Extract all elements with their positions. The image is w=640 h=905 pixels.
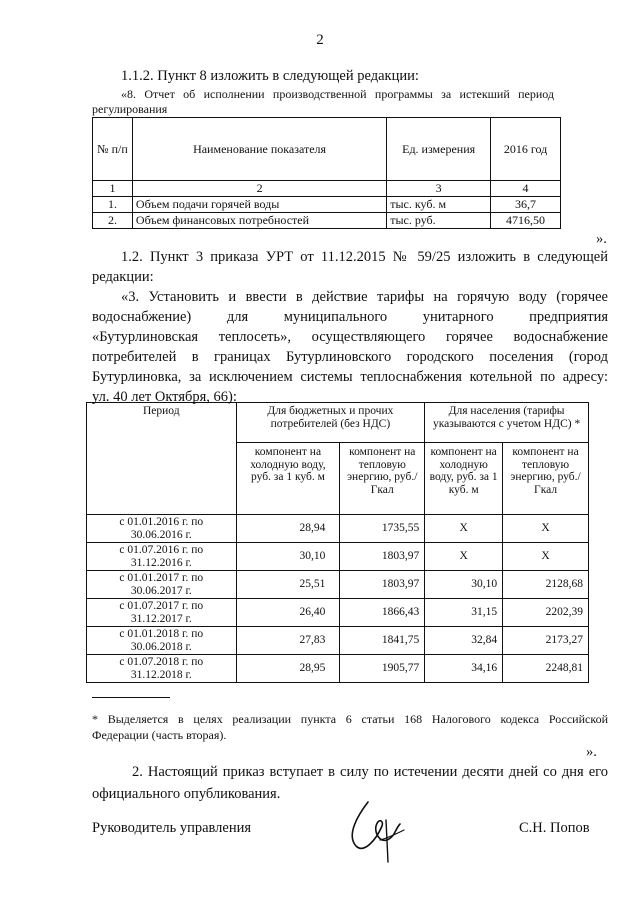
table-cell: X [503,515,589,543]
period-cell [87,571,237,599]
table-row [93,213,561,229]
period-end: 30.06.2018 г. [130,640,192,653]
header-unit: Ед. измерения [387,118,491,181]
subheader-thermal-energy-population: компонент на тепловую энергию, руб./Гкал [503,443,589,515]
table-cell: 3 [387,181,491,197]
production-report-table [92,117,561,229]
table-cell: Объем подачи горячей воды [132,197,386,213]
table-cell: 4716,50 [491,213,561,229]
closing-quote-2: ». [586,744,597,760]
signer-title: Руководитель управления [92,820,252,836]
table-cell: 2248,81 [503,655,589,683]
period-end: 30.06.2017 г. [130,584,192,597]
table-cell: 26,40 [236,599,340,627]
subheader-cold-water-population: компонент на холодную воду, руб. за 1 куб. м [425,443,503,515]
table-cell: тыс. руб. [387,213,491,229]
item-3-line6: ул. 40 лет Октября, 66): [92,389,237,405]
period-end: 30.06.2016 г. [130,528,192,541]
table-row [87,599,589,627]
item-8-line1: «8. Отчет об исполнении производственной программы за истекший период [121,87,554,101]
table-cell: 2. [93,213,133,229]
table-row [87,627,589,655]
table-cell: X [425,515,503,543]
tariff-table [86,402,589,683]
header-population: Для населения (тарифы указываются с учетом НДС) * [425,403,589,443]
signer-name: С.Н. Попов [519,820,590,836]
table-cell: Объем финансовых потребностей [132,213,386,229]
period-start: с 01.01.2016 г. по [119,516,204,528]
table-cell: 34,16 [425,655,503,683]
period-start: с 01.01.2017 г. по [119,572,204,584]
table-cell: 31,15 [425,599,503,627]
table-cell: 1 [93,181,133,197]
table-cell: 30,10 [236,543,340,571]
subheader-cold-water: компонент на холодную воду, руб. за 1 куб. м [236,443,340,515]
table-row [87,571,589,599]
table-row [93,197,561,213]
header-period: Период [87,403,237,515]
table-cell: 2173,27 [503,627,589,655]
footnote-line1: * Выделяется в целях реализации пункта 6 статьи 168 Налогового кодекса Российской [92,712,608,726]
period-start: с 01.07.2018 г. по [119,656,204,668]
table-header-row [87,403,589,443]
header-budget-consumers: Для бюджетных и прочих потребителей (без НДС) [236,403,425,443]
table-cell: 1905,77 [340,655,425,683]
table-cell: 25,51 [236,571,340,599]
period-cell [87,515,237,543]
table-row [87,515,589,543]
table-cell: 2128,68 [503,571,589,599]
table-cell: 30,10 [425,571,503,599]
period-end: 31.12.2016 г. [130,556,192,569]
period-cell [87,599,237,627]
signature-image [338,790,418,870]
footnote-line2: Федерации (часть вторая). [92,728,227,742]
period-cell [87,655,237,683]
item-2-line2: официального опубликования. [92,786,281,802]
table-cell: X [425,543,503,571]
table-cell: 1841,75 [340,627,425,655]
item-1-2-line1: 1.2. Пункт 3 приказа УРТ от 11.12.2015 № 59/25 изложить в следующей [121,249,608,265]
table-cell: 32,84 [425,627,503,655]
table-cell: 36,7 [491,197,561,213]
footnote-separator [92,697,170,698]
table-cell: 2202,39 [503,599,589,627]
table-cell: 28,95 [236,655,340,683]
item-1-2-line2: редакции: [92,269,154,285]
table-numbering-row [93,181,561,197]
closing-quote-1: ». [596,231,607,247]
header-number: № п/п [93,118,133,181]
item-3-line2: водоснабжение) для муниципального унитарного предприятия [92,309,608,325]
item-3-line4: потребителей в границах Бутурлиновского городского поселения (город [92,349,608,365]
period-start: с 01.07.2017 г. по [119,600,204,612]
period-cell [87,627,237,655]
table-header-row [93,118,561,181]
header-indicator: Наименование показателя [132,118,386,181]
table-cell: 28,94 [236,515,340,543]
period-cell [87,543,237,571]
table-cell: X [503,543,589,571]
table-cell: 1803,97 [340,571,425,599]
item-1-1-2: 1.1.2. Пункт 8 изложить в следующей редакции: [121,68,419,84]
period-start: с 01.07.2016 г. по [119,544,204,556]
item-3-line5: Бутурлиновка, за исключением системы теплоснабжения котельной по адресу: [92,369,608,385]
table-cell: 1. [93,197,133,213]
table-cell: 27,83 [236,627,340,655]
table-cell: 1866,43 [340,599,425,627]
table-cell: 1735,55 [340,515,425,543]
period-end: 31.12.2018 г. [130,668,192,681]
table-cell: 2 [132,181,386,197]
subheader-thermal-energy: компонент на тепловую энергию, руб./Гкал [340,443,425,515]
item-3-line1: «3. Установить и ввести в действие тарифы на горячую воду (горячее [121,289,608,305]
table-row [87,543,589,571]
item-3-line3: «Бутурлиновская теплосеть», осуществляющего горячее водоснабжение [92,329,608,345]
table-cell: 1803,97 [340,543,425,571]
item-8-line2: регулирования [92,102,168,116]
table-cell: 4 [491,181,561,197]
item-2-line1: 2. Настоящий приказ вступает в силу по истечении десяти дней со дня его [132,764,608,780]
table-cell: тыс. куб. м [387,197,491,213]
page-number: 2 [316,32,324,48]
header-year: 2016 год [491,118,561,181]
table-row [87,655,589,683]
period-start: с 01.01.2018 г. по [119,628,204,640]
period-end: 31.12.2017 г. [130,612,192,625]
